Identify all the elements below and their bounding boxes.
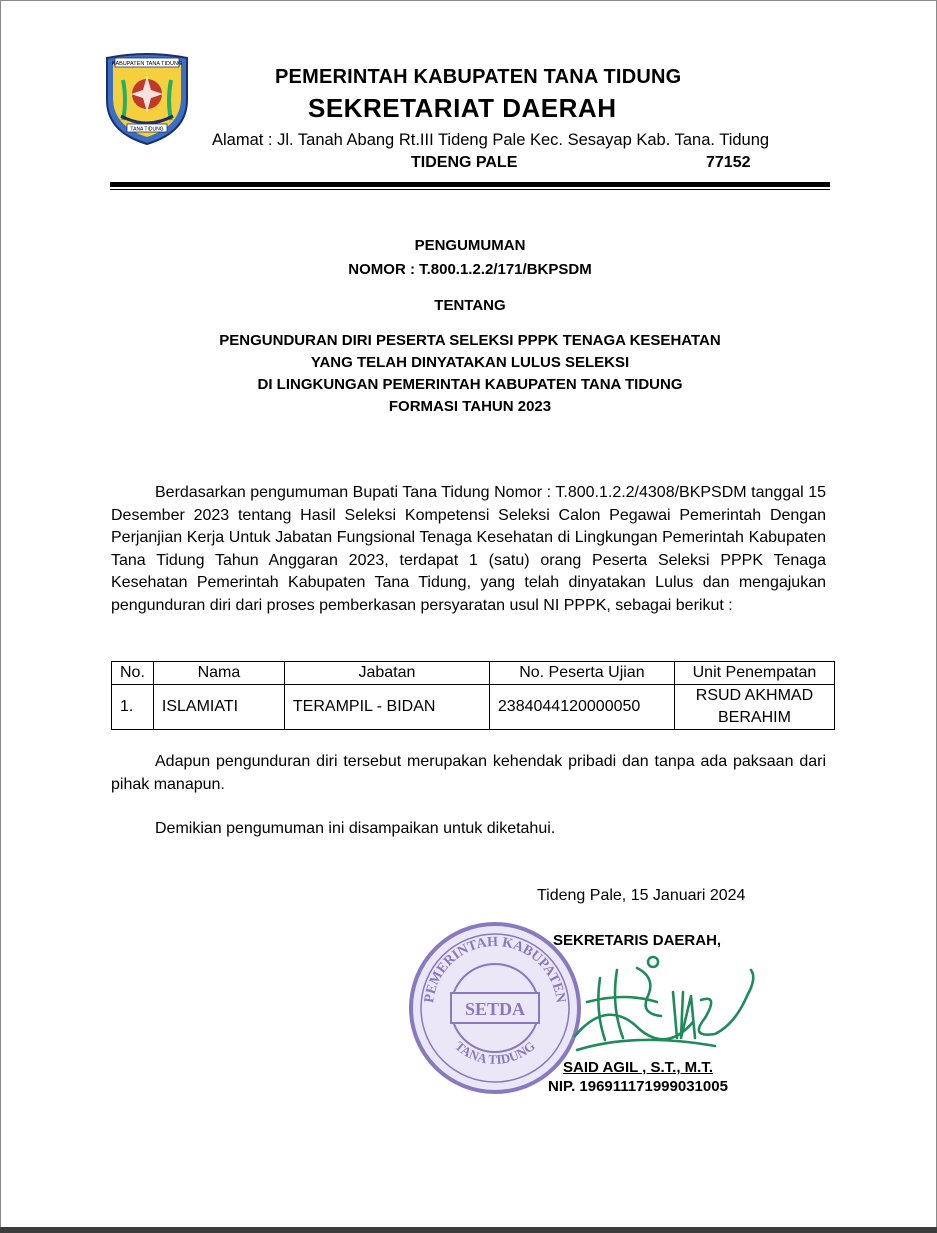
letterhead-address: Alamat : Jl. Tanah Abang Rt.III Tideng Pale Kec. Sesayap Kab. Tana. Tidung xyxy=(212,131,770,149)
letterhead-postal-code: 77152 xyxy=(706,154,751,171)
signature-position: SEKRETARIS DAERAH, xyxy=(553,932,722,949)
svg-text:SETDA: SETDA xyxy=(464,999,526,1019)
svg-text:TANA TIDUNG: TANA TIDUNG xyxy=(452,1038,538,1068)
resignation-table xyxy=(111,661,835,730)
svg-text:KABUPATEN TANA TIDUNG: KABUPATEN TANA TIDUNG xyxy=(111,61,183,67)
column-header-participant-number: No. Peserta Ujian xyxy=(489,662,674,685)
letterhead-office: SEKRETARIAT DAERAH xyxy=(308,93,617,123)
cell-position: TERAMPIL - BIDAN xyxy=(284,685,489,730)
letterhead-government: PEMERINTAH KABUPATEN TANA TIDUNG xyxy=(275,66,682,88)
letterhead-rule-thick xyxy=(110,182,830,187)
signature-place-date: Tideng Pale, 15 Januari 2024 xyxy=(537,887,746,904)
body-paragraph-3: Demikian pengumuman ini disampaikan untuk diketahui. xyxy=(155,820,556,837)
announcement-about: TENTANG xyxy=(434,297,506,314)
handwritten-signature xyxy=(565,940,765,1075)
column-header-position: Jabatan xyxy=(284,662,489,685)
tana-tidung-emblem-logo xyxy=(101,50,193,146)
cell-name: ISLAMIATI xyxy=(153,685,284,730)
announcement-number: NOMOR : T.800.1.2.2/171/BKPSDM xyxy=(348,261,592,278)
column-header-name: Nama xyxy=(153,662,284,685)
announcement-subject-line: YANG TELAH DINYATAKAN LULUS SELEKSI xyxy=(310,354,630,371)
signature-name: SAID AGIL , S.T., M.T. xyxy=(563,1059,714,1076)
table-row xyxy=(112,685,835,730)
body-paragraph-2: Adapun pengunduran diri tersebut merupakan kehendak pribadi dan tanpa ada paksaan dari pihak manapun. xyxy=(111,753,826,793)
letterhead-rule-thin xyxy=(110,189,830,190)
cell-no: 1. xyxy=(112,685,154,730)
viewer-bottom-edge xyxy=(0,1227,937,1233)
table-header-row xyxy=(112,662,835,685)
letterhead-city: TIDENG PALE xyxy=(411,154,518,171)
announcement-subject-line: FORMASI TAHUN 2023 xyxy=(388,398,552,415)
column-header-placement-unit: Unit Penempatan xyxy=(674,662,834,685)
svg-text:TANA TIDUNG: TANA TIDUNG xyxy=(130,126,164,133)
announcement-subject-line: PENGUNDURAN DIRI PESERTA SELEKSI PPPK TENAGA KESEHATAN xyxy=(219,332,721,349)
column-header-no: No. xyxy=(112,662,154,685)
signature-nip: NIP. 196911171999031005 xyxy=(548,1078,728,1095)
announcement-type: PENGUMUMAN xyxy=(414,237,526,254)
body-paragraph-1: Berdasarkan pengumuman Bupati Tana Tidung Nomor : T.800.1.2.2/4308/BKPSDM tanggal 15 Desember 2023 tentang Hasil Seleksi Kompetensi Seleksi Calon Pegawai Pemerintah Dengan Perjanjian Kerja Untuk Jabatan Fungsional Tenaga Kesehatan di Lingkungan Pemerintah Kabupaten Tana Tidung Tahun Anggaran 2023, terdapat 1 (satu) orang Peserta Seleksi PPPK Tenaga Kesehatan Pemerintah Kabupaten Tana Tidung, yang telah dinyatakan Lulus dan mengajukan pengunduran diri dari proses pemberkasan persyaratan usul NI PPPK, sebagai berikut : xyxy=(111,484,826,614)
svg-text:PEMERINTAH KABUPATEN: PEMERINTAH KABUPATEN xyxy=(422,934,568,1004)
announcement-subject-line: DI LINGKUNGAN PEMERINTAH KABUPATEN TANA TIDUNG xyxy=(257,376,683,393)
cell-participant-number: 2384044120000050 xyxy=(489,685,674,730)
cell-placement-unit: RSUD AKHMAD BERAHIM xyxy=(674,685,834,730)
